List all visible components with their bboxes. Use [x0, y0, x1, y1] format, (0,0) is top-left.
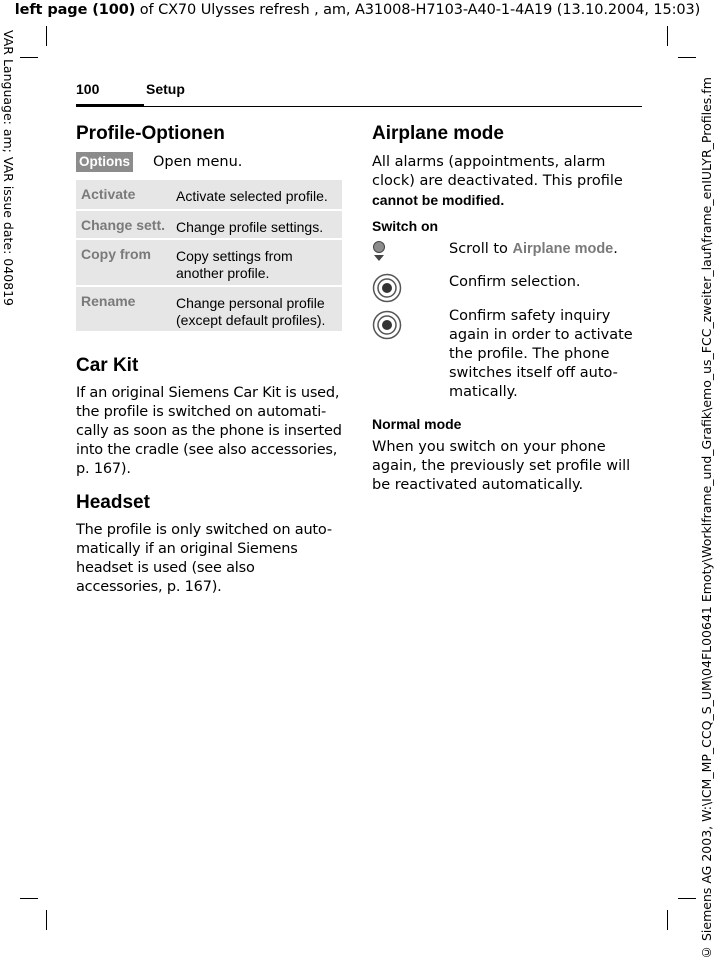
side-note-left: VAR Language: am; VAR issue date: 040819: [1, 30, 16, 306]
airplane-intro-text: All alarms (appointments, alarm clock) are deactivated. This profile: [372, 154, 623, 189]
crop-mark: [46, 910, 47, 930]
center-key-icon: [372, 310, 402, 340]
option-description: Activate selected profile.: [176, 188, 328, 204]
option-name: Change sett.: [81, 217, 166, 233]
crop-mark: [667, 26, 668, 46]
section-title: Setup: [146, 81, 185, 97]
airplane-mode-menu-label: Airplane mode: [512, 241, 614, 257]
airplane-intro: [372, 153, 642, 211]
option-name: Copy from: [81, 246, 151, 262]
option-description: Copy settings from another profile.: [176, 248, 293, 281]
crop-mark: [667, 910, 668, 930]
normal-mode-text: When you switch on your phone again, the previously set profile will be reactivated automatically.: [372, 439, 631, 493]
header-rule: [76, 106, 642, 107]
print-banner-bold: left page (100): [14, 2, 136, 18]
print-banner-rest: of CX70 Ulysses refresh , am, A31008-H7103-A40-1-4A19 (13.10.2004, 15:03): [135, 2, 701, 18]
step-text-pre: Scroll to: [449, 241, 513, 257]
car-kit-text: If an original Siemens Car Kit is used, the profile is switched on automati-cally as soon as the phone is inserted into the cradle (see also accessories, p. 167).: [76, 385, 342, 477]
softkey-description: Open menu.: [153, 154, 243, 170]
crop-mark: [678, 898, 696, 899]
step-text: Confirm selection.: [449, 274, 581, 290]
step-text: Confirm safety inquiry again in order to activate the profile. The phone switches itself off auto-matically.: [449, 308, 633, 400]
crop-mark: [46, 26, 47, 46]
side-note-right: © Siemens AG 2003, W:\ICM_MP_CCQ_S_UM\04FL00641 Emoty\Worklframe_und_Grafik\emo_us_FCC_zweiter_lauf\frame_enIULYR_Profiles.fm: [699, 77, 714, 960]
crop-mark: [20, 898, 38, 899]
table-row: [76, 180, 342, 211]
crop-mark: [678, 57, 696, 58]
center-key-icon: [372, 273, 402, 303]
options-softkey: Options: [76, 152, 133, 172]
heading-airplane-mode: Airplane mode: [372, 123, 504, 144]
table-row: [76, 211, 342, 240]
option-name: Rename: [81, 293, 136, 309]
table-row: [76, 240, 342, 287]
joystick-down-icon: [372, 240, 386, 262]
options-table: [76, 180, 342, 331]
step-text: [449, 240, 639, 259]
option-description: Change profile settings.: [176, 219, 324, 235]
step-text-post: .: [613, 241, 618, 257]
print-banner: [0, 2, 715, 18]
headset-text: The profile is only switched on auto-matically if an original Siemens headset is used (see also accessories, p. 167).: [76, 522, 332, 595]
switch-on-heading: Switch on: [372, 218, 439, 234]
page-number: 100: [76, 81, 100, 97]
airplane-intro-bold: cannot be modified.: [372, 192, 505, 208]
table-row: [76, 287, 342, 331]
option-description: Change personal profile (except default profiles).: [176, 295, 326, 328]
crop-mark: [20, 57, 38, 58]
normal-mode-heading: Normal mode: [372, 416, 462, 432]
heading-car-kit: Car Kit: [76, 355, 139, 376]
option-name: Activate: [81, 186, 136, 202]
heading-profile-options: Profile-Optionen: [76, 123, 225, 144]
heading-headset: Headset: [76, 492, 150, 513]
